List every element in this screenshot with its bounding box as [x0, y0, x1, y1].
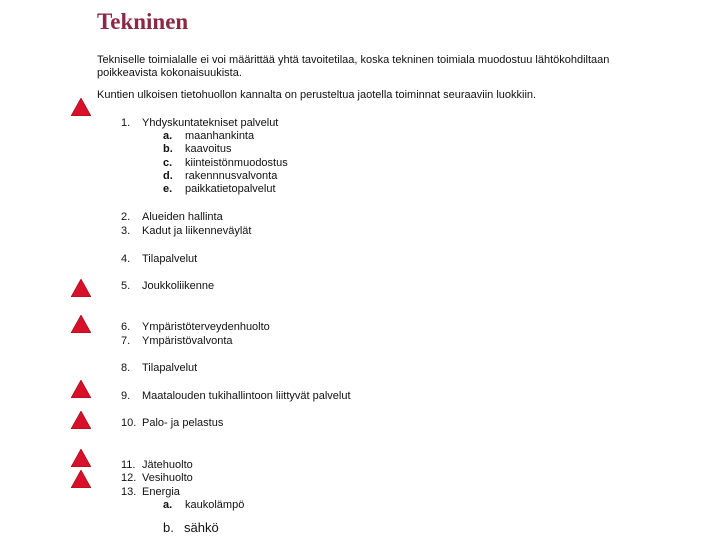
triangle-marker-icon[interactable] — [71, 411, 91, 429]
sublist-label: sähkö — [184, 520, 219, 535]
intro-paragraph: Tekniselle toimialalle ei voi määrittää yhtä tavoitetilaa, koska tekninen toimiala muodostuu lähtökohdiltaan poikkeavista kokonaisuukista. — [97, 54, 610, 79]
list-label: Jätehuolto — [142, 459, 193, 471]
list-number: 1. — [121, 117, 131, 129]
list-label: Tilapalvelut — [142, 253, 198, 265]
list-label: Vesihuolto — [142, 472, 193, 484]
sublist-label: kaukolämpö — [185, 499, 245, 511]
list-label: Yhdyskuntatekniset palvelut — [142, 117, 279, 129]
page-title: Tekninen — [97, 9, 189, 34]
sublist-label: rakennnusvalvonta — [185, 170, 278, 182]
list-label: Maatalouden tukihallintoon liittyvät palvelut — [142, 390, 351, 402]
triangle-marker-icon[interactable] — [71, 315, 91, 333]
triangle-marker-icon[interactable] — [71, 98, 91, 116]
sublist-letter: d. — [163, 170, 173, 182]
list-label: Kadut ja liikenneväylät — [142, 225, 252, 237]
list-number: 3. — [121, 225, 131, 237]
list-number: 12. — [121, 472, 137, 484]
sublist-label: kaavoitus — [185, 143, 232, 155]
list-number: 7. — [121, 335, 131, 347]
list-number: 13. — [121, 486, 137, 498]
list-number: 4. — [121, 253, 131, 265]
list-number: 5. — [121, 280, 131, 292]
list-label: Ympäristövalvonta — [142, 335, 233, 347]
list-label: Palo- ja pelastus — [142, 417, 224, 429]
sublist-letter: a. — [163, 130, 173, 142]
sublist-letter: e. — [163, 183, 173, 195]
sublist-label: kiinteistönmuodostus — [185, 157, 288, 169]
triangle-marker-icon[interactable] — [71, 470, 91, 488]
lead-paragraph: Kuntien ulkoisen tietohuollon kannalta on perusteltua jaotella toiminnat seuraaviin luokkiin. — [97, 89, 537, 101]
list-number: 11. — [121, 459, 136, 471]
sublist-label: maanhankinta — [185, 130, 255, 142]
list-label: Alueiden hallinta — [142, 211, 223, 223]
sublist-letter: b. — [163, 520, 174, 535]
sublist-letter: b. — [163, 143, 173, 155]
triangle-marker-icon[interactable] — [71, 279, 91, 297]
sublist-letter: c. — [163, 157, 173, 169]
list-number: 10. — [121, 417, 137, 429]
list-number: 6. — [121, 321, 131, 333]
sublist-letter: a. — [163, 499, 173, 511]
list-number: 2. — [121, 211, 131, 223]
list-number: 8. — [121, 362, 131, 374]
list-number: 9. — [121, 390, 131, 402]
triangle-marker-icon[interactable] — [71, 380, 91, 398]
sublist-label: paikkatietopalvelut — [185, 183, 276, 195]
list-label: Ympäristöterveydenhuolto — [142, 321, 270, 333]
list-label: Energia — [142, 486, 180, 498]
list-label: Tilapalvelut — [142, 362, 198, 374]
triangle-marker-icon[interactable] — [71, 449, 91, 467]
list-label: Joukkoliikenne — [142, 280, 215, 292]
